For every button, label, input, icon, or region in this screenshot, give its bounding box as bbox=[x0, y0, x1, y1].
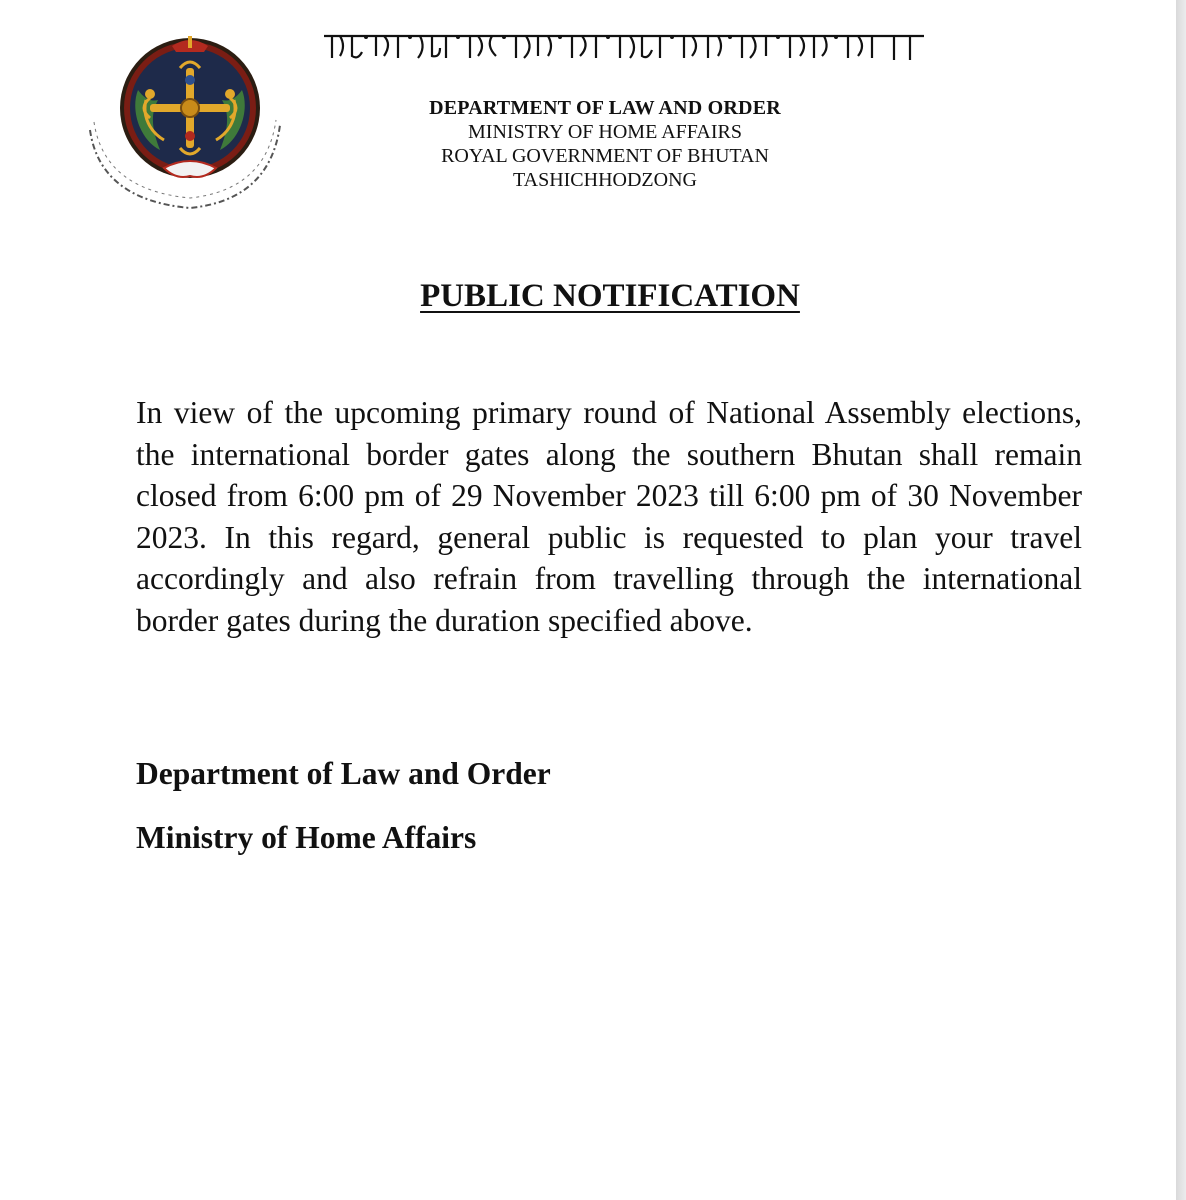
page-edge bbox=[1176, 0, 1186, 1200]
signature-department: Department of Law and Order bbox=[136, 756, 551, 791]
notice-body: In view of the upcoming primary round of National Assembly elections, the international border gates along the southern Bhutan shall remain closed from 6:00 pm of 29 November 2023 till 6:00 pm of 30 November 2023. In this regard, general public is requested to plan your travel accordingly and also refrain from travelling through the international border gates during the duration specified above. bbox=[136, 395, 1082, 638]
location-name: TASHICHHODZONG bbox=[513, 169, 697, 191]
department-name: DEPARTMENT OF LAW AND ORDER bbox=[429, 97, 781, 119]
ministry-name: MINISTRY OF HOME AFFAIRS bbox=[468, 121, 742, 143]
government-name: ROYAL GOVERNMENT OF BHUTAN bbox=[441, 145, 769, 167]
notice-title: PUBLIC NOTIFICATION bbox=[420, 278, 800, 314]
signature-ministry: Ministry of Home Affairs bbox=[136, 820, 477, 855]
dzongkha-title bbox=[320, 28, 930, 68]
letterhead bbox=[380, 96, 830, 192]
royal-emblem-icon bbox=[80, 30, 285, 215]
